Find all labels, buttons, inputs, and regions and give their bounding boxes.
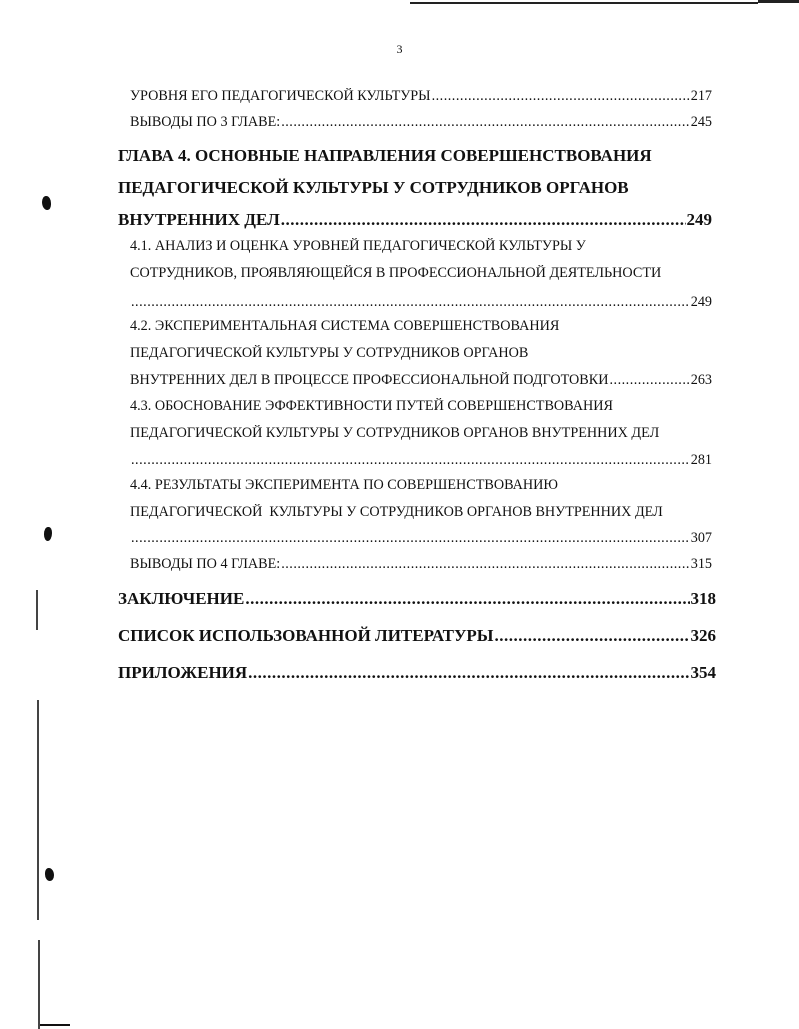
page-number: 3 — [396, 42, 403, 56]
toc-entry[interactable] — [130, 452, 712, 469]
scan-margin-line — [38, 940, 40, 1029]
toc-entry-title: ПЕДАГОГИЧЕСКОЙ КУЛЬТУРЫ У СОТРУДНИКОВ ОРГАНОВ ВНУТРЕННИХ ДЕЛ — [130, 425, 660, 441]
toc-entry[interactable] — [130, 372, 712, 389]
toc-entry-page: 307 — [690, 530, 712, 546]
toc-entry[interactable] — [130, 398, 720, 415]
dot-leader — [245, 589, 689, 609]
toc-entry-title: ПЕДАГОГИЧЕСКОЙ КУЛЬТУРЫ У СОТРУДНИКОВ ОРГАНОВ — [130, 345, 529, 361]
toc-entry-title: 4.3. ОБОСНОВАНИЕ ЭФФЕКТИВНОСТИ ПУТЕЙ СОВЕРШЕНСТВОВАНИЯ — [130, 398, 613, 414]
toc-entry[interactable] — [130, 265, 720, 282]
toc-entry[interactable] — [130, 425, 720, 442]
dot-leader — [281, 114, 690, 131]
toc-entry[interactable] — [130, 238, 720, 255]
dot-leader — [281, 556, 690, 573]
toc-entry[interactable] — [130, 477, 720, 494]
toc-entry-page: 249 — [686, 210, 712, 229]
toc-entry[interactable] — [130, 504, 720, 521]
dot-leader — [131, 530, 690, 547]
toc-entry[interactable] — [130, 114, 712, 131]
toc-entry-title: 4.4. РЕЗУЛЬТАТЫ ЭКСПЕРИМЕНТА ПО СОВЕРШЕНСТВОВАНИЮ — [130, 477, 558, 493]
toc-entry-title: СПИСОК ИСПОЛЬЗОВАННОЙ ЛИТЕРАТУРЫ — [118, 626, 494, 645]
toc-entry-page: 326 — [690, 626, 716, 645]
toc-entry[interactable] — [130, 318, 720, 335]
toc-entry-title: ПЕДАГОГИЧЕСКОЙ КУЛЬТУРЫ У СОТРУДНИКОВ ОРГАНОВ ВНУТРЕННИХ ДЕЛ — [130, 504, 663, 520]
dot-leader — [432, 88, 690, 105]
toc-entry-title: ВЫВОДЫ ПО 3 ГЛАВЕ: — [130, 114, 281, 130]
toc-entry-page: 249 — [690, 294, 712, 310]
toc-entry-title: ВНУТРЕННИХ ДЕЛ В ПРОЦЕССЕ ПРОФЕССИОНАЛЬНОЙ ПОДГОТОВКИ — [130, 372, 609, 388]
toc-entry-title: ГЛАВА 4. ОСНОВНЫЕ НАПРАВЛЕНИЯ СОВЕРШЕНСТВОВАНИЯ — [118, 146, 652, 165]
toc-entry-title: ПЕДАГОГИЧЕСКОЙ КУЛЬТУРЫ У СОТРУДНИКОВ ОРГАНОВ — [118, 178, 629, 197]
toc-entry-title: СОТРУДНИКОВ, ПРОЯВЛЯЮЩЕЙСЯ В ПРОФЕССИОНАЛЬНОЙ ДЕЯТЕЛЬНОСТИ — [130, 265, 662, 281]
toc-chapter-heading[interactable] — [118, 178, 718, 198]
toc-entry-title: ВНУТРЕННИХ ДЕЛ — [118, 210, 280, 229]
toc-entry-page: 263 — [690, 372, 712, 388]
dot-leader — [131, 294, 690, 311]
dot-leader — [495, 626, 690, 646]
scan-bottom-mark — [40, 1024, 70, 1026]
binder-hole-mark — [42, 196, 51, 210]
toc-chapter-entry[interactable] — [118, 626, 716, 646]
toc-entry-title: ВЫВОДЫ ПО 4 ГЛАВЕ: — [130, 556, 281, 572]
toc-entry-title: ПРИЛОЖЕНИЯ — [118, 663, 248, 682]
toc-entry-page: 354 — [690, 663, 716, 682]
toc-entry[interactable] — [130, 530, 712, 547]
toc-entry-page: 315 — [690, 556, 712, 572]
toc-chapter-heading[interactable] — [118, 146, 718, 166]
toc-entry[interactable] — [130, 556, 712, 573]
toc-entry[interactable] — [130, 345, 720, 362]
toc-entry-title: 4.1. АНАЛИЗ И ОЦЕНКА УРОВНЕЙ ПЕДАГОГИЧЕСКОЙ КУЛЬТУРЫ У — [130, 238, 586, 254]
toc-chapter-entry[interactable] — [118, 663, 716, 683]
dot-leader — [609, 372, 689, 389]
scan-margin-line — [36, 590, 38, 630]
toc-entry-page: 217 — [690, 88, 712, 104]
toc-entry-title: 4.2. ЭКСПЕРИМЕНТАЛЬНАЯ СИСТЕМА СОВЕРШЕНСТВОВАНИЯ — [130, 318, 560, 334]
dot-leader — [131, 452, 690, 469]
dot-leader — [248, 663, 689, 683]
dot-leader — [281, 210, 686, 230]
scan-margin-line — [37, 700, 39, 920]
toc-entry-title: ЗАКЛЮЧЕНИЕ — [118, 589, 245, 608]
toc-entry[interactable] — [130, 88, 712, 105]
toc-entry-page: 281 — [690, 452, 712, 468]
toc-entry-page: 245 — [690, 114, 712, 130]
toc-entry-title: УРОВНЯ ЕГО ПЕДАГОГИЧЕСКОЙ КУЛЬТУРЫ — [130, 88, 431, 104]
toc-entry[interactable] — [130, 294, 712, 311]
toc-entry-page: 318 — [690, 589, 716, 608]
binder-hole-mark — [45, 868, 54, 881]
toc-chapter-entry[interactable] — [118, 210, 712, 230]
toc-chapter-entry[interactable] — [118, 589, 716, 609]
